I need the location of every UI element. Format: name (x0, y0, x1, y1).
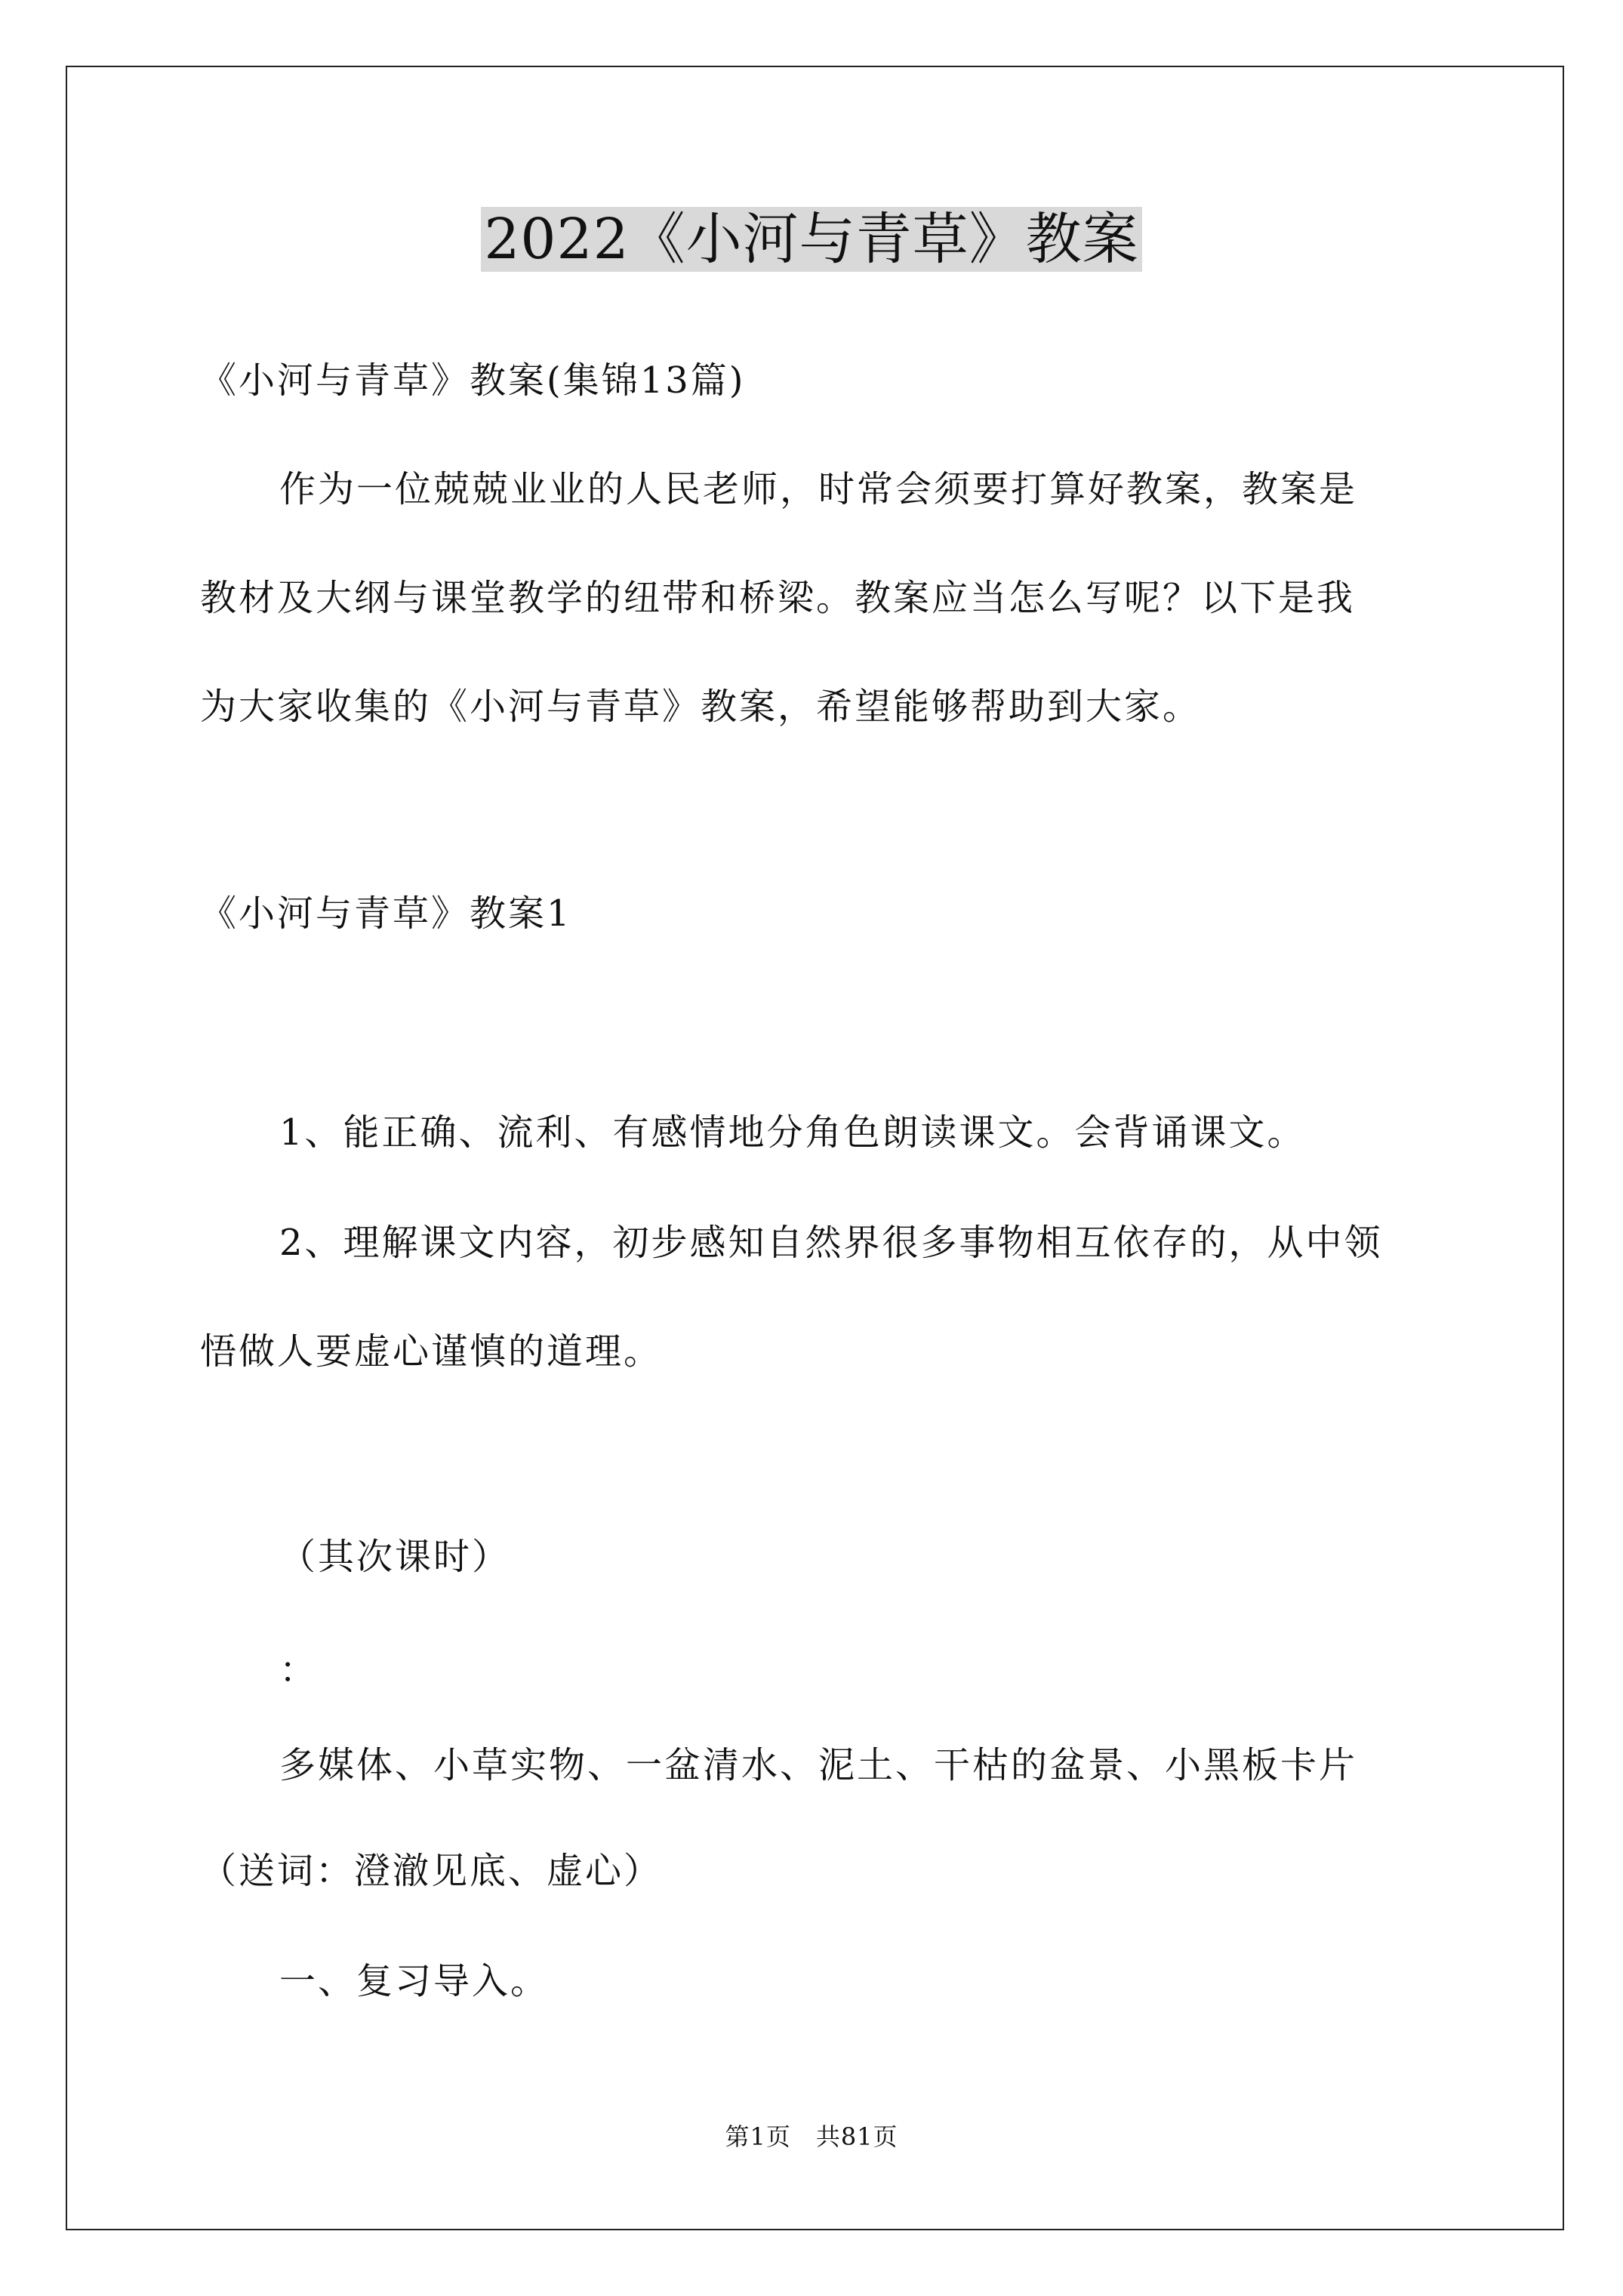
materials-label-colon: ： (279, 1649, 319, 1691)
intro-line-3: 为大家收集的《小河与青草》教案，希望能够帮助到大家。 (200, 686, 1202, 728)
materials-line-1: 多媒体、小草实物、一盆清水、泥土、干枯的盆景、小黑板卡片 (279, 1744, 1358, 1786)
intro-line-1: 作为一位兢兢业业的人民老师，时常会须要打算好教案，教案是 (279, 468, 1358, 510)
section-heading-1: 《小河与青草》教案1 (200, 892, 572, 935)
document-title (0, 202, 1623, 277)
goal-line-1: 1、能正确、流利、有感情地分角色朗读课文。会背诵课文。 (279, 1111, 1306, 1154)
intro-line-2: 教材及大纲与课堂教学的纽带和桥梁。教案应当怎么写呢？以下是我 (200, 577, 1356, 619)
materials-line-2: （送词：澄澈见底、虚心） (200, 1850, 663, 1892)
goal-line-3: 悟做人要虚心谨慎的道理。 (200, 1330, 663, 1373)
document-title-text: 2022《小河与青草》教案 (481, 207, 1141, 272)
page-footer: 第1页 共81页 (725, 2122, 898, 2151)
step-heading-1: 一、复习导入。 (279, 1960, 550, 2002)
goal-line-2: 2、理解课文内容，初步感知自然界很多事物相互依存的，从中领 (279, 1222, 1383, 1264)
subtitle: 《小河与青草》教案(集锦13篇) (200, 359, 746, 402)
period-label: （其次课时） (279, 1536, 511, 1578)
